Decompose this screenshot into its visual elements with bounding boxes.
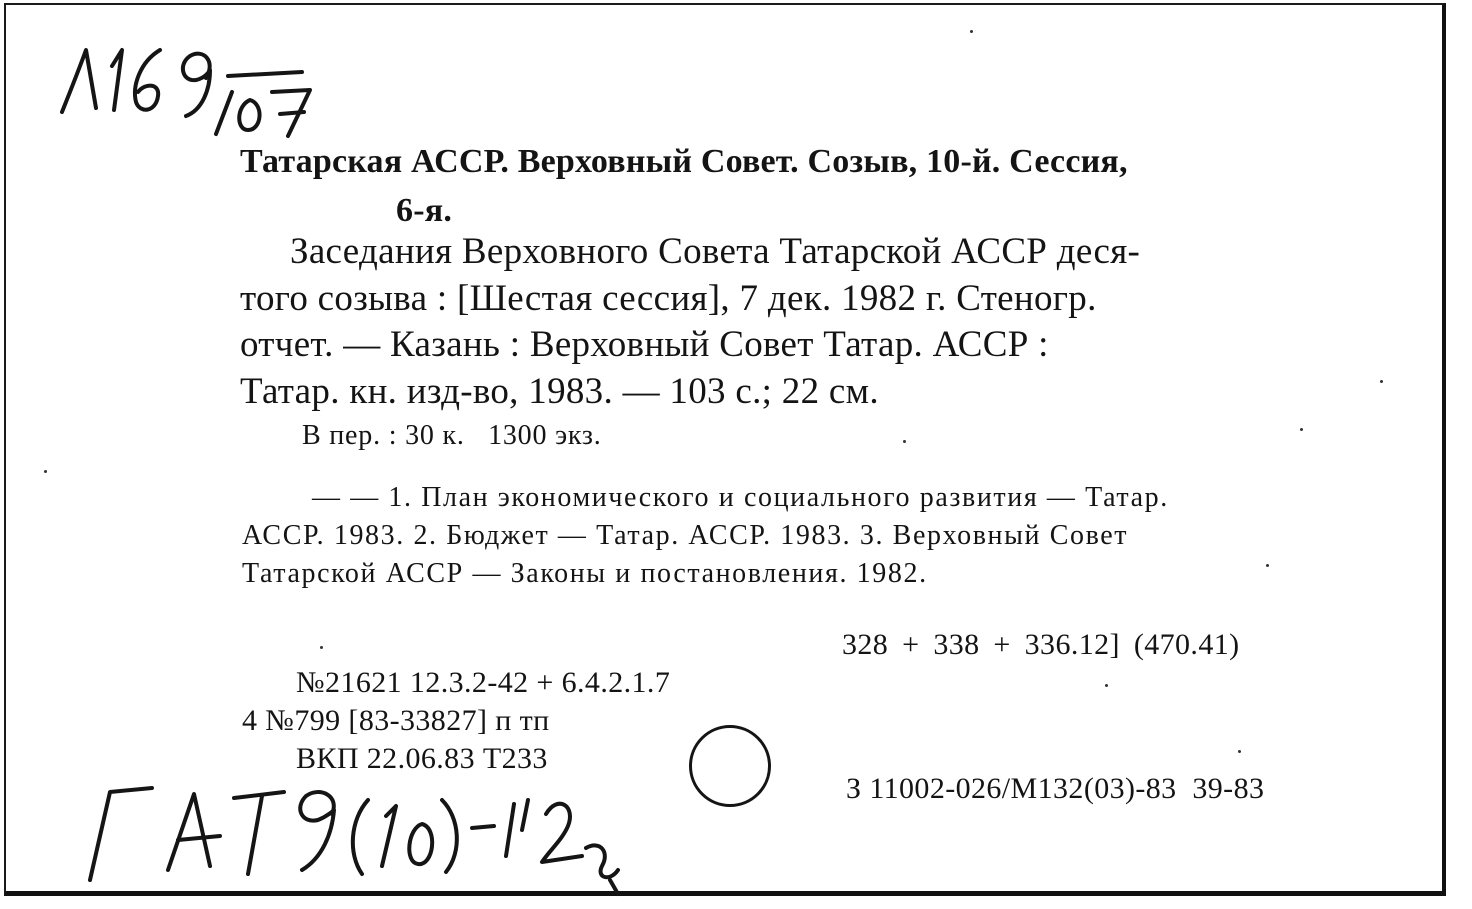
price-copies-line: В пер. : 30 к. 1300 экз.: [302, 420, 602, 451]
scan-speck: [1238, 750, 1241, 753]
description-line-4: Татар. кн. изд-во, 1983. — 103 с.; 22 см.: [240, 371, 879, 412]
classification-index: 328 + 338 + 336.12] (470.41): [842, 628, 1240, 661]
circle-mark: [689, 725, 771, 807]
scan-speck: [903, 440, 906, 443]
subjects-line-1: — — 1. План экономического и социального развития — Татар.: [312, 482, 1169, 513]
description-line-2: того созыва : [Шестая сессия], 7 дек. 1982 г. Стеногр.: [240, 278, 1097, 319]
subjects-line-2: АССР. 1983. 2. Бюджет — Татар. АССР. 1983. 3. Верховный Совет: [242, 520, 1129, 551]
heading-line-1: Татарская АССР. Верховный Совет. Созыв, 10-й. Сессия,: [240, 143, 1128, 180]
scan-speck: [970, 30, 973, 33]
scan-speck: [1300, 428, 1303, 431]
scan-speck: [1380, 380, 1383, 383]
scan-speck: [1105, 684, 1108, 687]
subjects-line-3: Татарской АССР — Законы и постановления. 1982.: [242, 558, 928, 589]
description-line-1: Заседания Верховного Совета Татарской АССР деся-: [290, 231, 1141, 272]
description-line-3: отчет. — Казань : Верховный Совет Татар. АССР :: [240, 324, 1049, 365]
order-number: №21621 12.3.2-42 + 6.4.2.1.7: [296, 666, 671, 699]
heading-line-2: 6-я.: [396, 192, 453, 229]
isbn-code-line: З 11002-026/М132(03)-83 39-83: [846, 772, 1265, 805]
card-number: 4 №799 [83-33827] п тп: [242, 704, 550, 737]
vkp-line: ВКП 22.06.83 Т233: [296, 742, 548, 775]
scan-speck: [1266, 564, 1269, 567]
scan-speck: [320, 646, 323, 649]
scan-speck: [44, 470, 47, 473]
